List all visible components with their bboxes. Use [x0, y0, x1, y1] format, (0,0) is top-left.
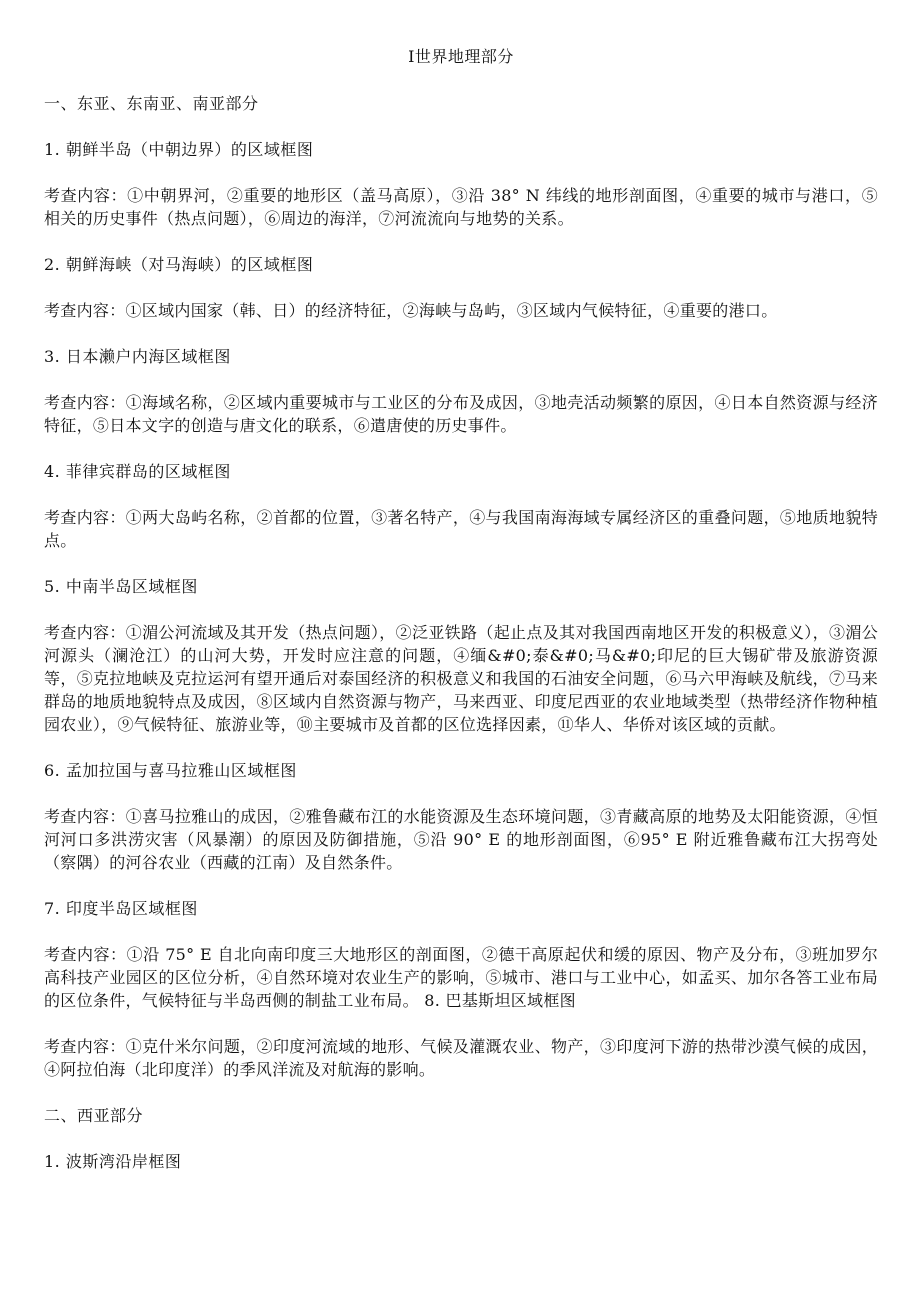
- item-heading-3: 3. 日本濑户内海区域框图: [44, 347, 231, 366]
- section-heading-2: 二、西亚部分: [44, 1106, 144, 1125]
- item-heading-2: 2. 朝鲜海峡（对马海峡）的区域框图: [44, 255, 314, 274]
- item-heading-5: 5. 中南半岛区域框图: [44, 577, 198, 596]
- item-heading-4: 4. 菲律宾群岛的区域框图: [44, 462, 231, 481]
- item-heading-1: 1. 朝鲜半岛（中朝边界）的区域框图: [44, 140, 314, 159]
- item-content-4: 考查内容：①两大岛屿名称，②首都的位置，③著名特产，④与我国南海海域专属经济区的重叠问题，⑤地质地貌特点。: [44, 508, 878, 550]
- item-content-2: 考查内容：①区域内国家（韩、日）的经济特征，②海峡与岛屿，③区域内气候特征，④重要的港口。: [44, 301, 778, 320]
- item-heading-7: 7. 印度半岛区域框图: [44, 899, 198, 918]
- document-title: I世界地理部分: [408, 47, 514, 66]
- item-content-3: 考查内容：①海域名称，②区域内重要城市与工业区的分布及成因，③地壳活动频繁的原因，④日本自然资源与经济特征，⑤日本文字的创造与唐文化的联系，⑥遣唐使的历史事件。: [44, 393, 878, 435]
- section-heading-1: 一、东亚、东南亚、南亚部分: [44, 94, 259, 113]
- item-heading-6: 6. 孟加拉国与喜马拉雅山区域框图: [44, 761, 297, 780]
- document-page: [44, 44, 878, 1196]
- item-content-7: 考查内容：①沿 75° E 自北向南印度三大地形区的剖面图，②德干高原起伏和缓的原因、物产及分布，③班加罗尔高科技产业园区的区位分析，④自然环境对农业生产的影响，⑤城市、港口与工业中心，如孟买、加尔各答工业布局的区位条件，气候特征与半岛西侧的制盐工业布局。 8. 巴基斯坦区域框图: [44, 945, 878, 1010]
- item-content-1: 考查内容：①中朝界河，②重要的地形区（盖马高原），③沿 38° N 纬线的地形剖面图，④重要的城市与港口，⑤相关的历史事件（热点问题），⑥周边的海洋，⑦河流流向与地势的关系。: [44, 186, 878, 228]
- item-content-8: 考查内容：①克什米尔问题，②印度河流域的地形、气候及灌溉农业、物产，③印度河下游的热带沙漠气候的成因，④阿拉伯海（北印度洋）的季风洋流及对航海的影响。: [44, 1037, 878, 1079]
- section2-item-heading-1: 1. 波斯湾沿岸框图: [44, 1152, 182, 1171]
- item-content-6: 考查内容：①喜马拉雅山的成因，②雅鲁藏布江的水能资源及生态环境问题，③青藏高原的地势及太阳能资源，④恒河河口多洪涝灾害（风暴潮）的原因及防御措施，⑤沿 90° E 的地形剖面图，⑥95° E 附近雅鲁藏布江大拐弯处（察隅）的河谷农业（西藏的江南）及自然条件。: [44, 807, 878, 872]
- item-content-5: 考查内容：①湄公河流域及其开发（热点问题），②泛亚铁路（起止点及其对我国西南地区开发的积极意义），③湄公河源头（澜沧江）的山河大势，开发时应注意的问题，④缅&#0;泰&#0;马&#0;印尼的巨大锡矿带及旅游资源等，⑤克拉地峡及克拉运河有望开通后对泰国经济的积极意义和我国的石油安全问题，⑥马六甲海峡及航线，⑦马来群岛的地质地貌特点及成因，⑧区域内自然资源与物产，马来西亚、印度尼西亚的农业地域类型（热带经济作物种植园农业），⑨气候特征、旅游业等，⑩主要城市及首都的区位选择因素，⑪华人、华侨对该区域的贡献。: [44, 623, 878, 734]
